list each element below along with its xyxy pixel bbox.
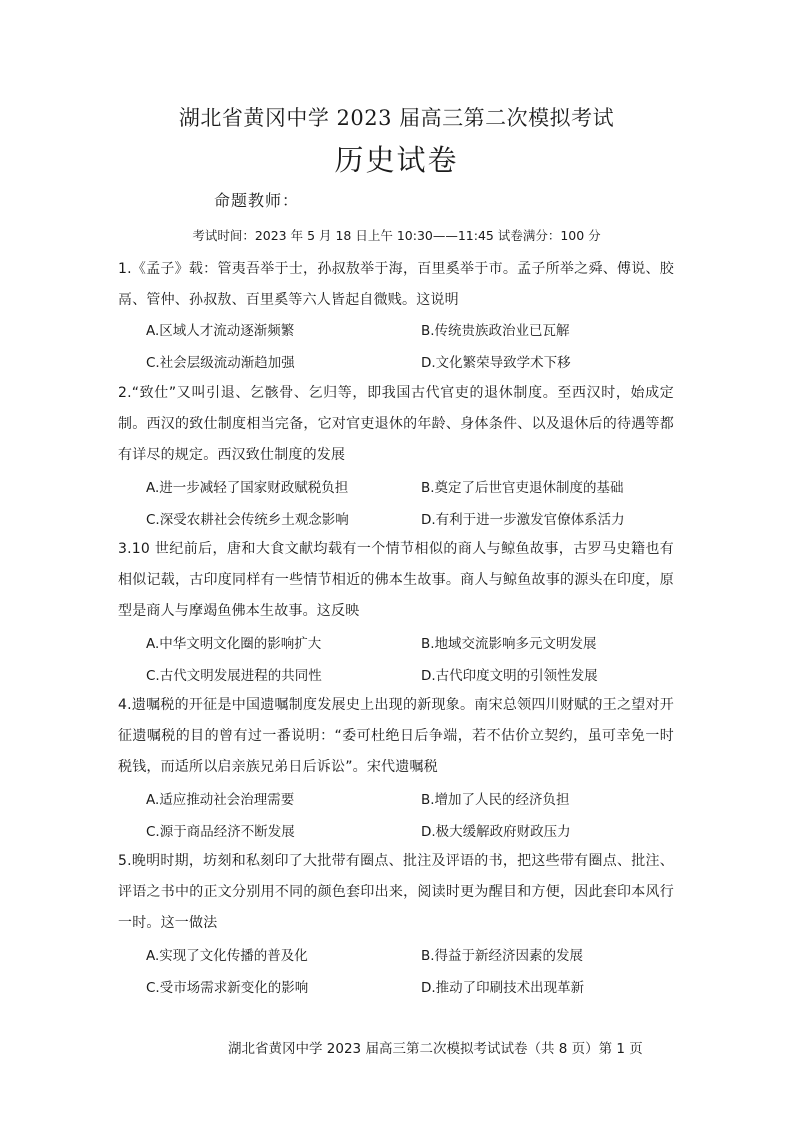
question-4-text: 4.遗嘱税的开征是中国遗嘱制度发展史上出现的新现象。南宋总领四川财赋的王之望对开征遗嘱税的目的曾有过一番说明：“委可杜绝日后争端，若不估价立契约，虽可幸免一时税钱，而适所以启亲族兄弟日后诉讼”。宋代遗嘱税 xyxy=(118,697,674,775)
page-footer: 湖北省黄冈中学 2023 届高三第二次模拟考试试卷（共 8 页）第 1 页 xyxy=(228,1041,643,1057)
question-1-text: 1.《孟子》载：管夷吾举于士，孙叔敖举于海，百里奚举于市。孟子所举之舜、傅说、胶鬲、管仲、孙叔敖、百里奚等六人皆起自微贱。这说明 xyxy=(118,261,674,308)
exam-title: 湖北省黄冈中学 2023 届高三第二次模拟考试 xyxy=(178,106,615,130)
question-1-option-d: D.文化繁荣导致学术下移 xyxy=(421,355,571,371)
question-5-option-a: A.实现了文化传播的普及化 xyxy=(146,948,308,964)
question-1-option-a: A.区域人才流动逐渐频繁 xyxy=(146,323,295,339)
exam-info: 考试时间：2023 年 5 月 18 日上午 10:30——11:45 试卷满分：100 分 xyxy=(192,228,601,243)
question-3-option-b: B.地域交流影响多元文明发展 xyxy=(421,636,597,652)
question-1-option-c: C.社会层级流动渐趋加强 xyxy=(146,355,295,371)
question-2-option-a: A.进一步减轻了国家财政赋税负担 xyxy=(146,480,349,496)
question-3-option-d: D.古代印度文明的引领性发展 xyxy=(421,668,598,684)
question-3-option-a: A.中华文明文化圈的影响扩大 xyxy=(146,636,322,652)
question-5-option-c: C.受市场需求新变化的影响 xyxy=(146,980,309,996)
question-1-option-b: B.传统贵族政治业已瓦解 xyxy=(421,323,570,339)
question-3-text: 3.10 世纪前后，唐和大食文献均载有一个情节相似的商人与鲸鱼故事，古罗马史籍也有相似记载，古印度同样有一些情节相近的佛本生故事。商人与鲸鱼故事的源头在印度，原型是商人与摩竭鱼佛本生故事。这反映 xyxy=(118,541,674,619)
question-4-option-b: B.增加了人民的经济负担 xyxy=(421,792,570,808)
question-2-option-c: C.深受农耕社会传统乡土观念影响 xyxy=(146,512,349,528)
question-5-text: 5.晚明时期，坊刻和私刻印了大批带有圈点、批注及评语的书，把这些带有圈点、批注、评语之书中的正文分别用不同的颜色套印出来，阅读时更为醒目和方便，因此套印本风行一时。这一做法 xyxy=(118,853,674,931)
question-5-option-d: D.推动了印刷技术出现革新 xyxy=(421,980,585,996)
question-2-text: 2.“致仕”又叫引退、乞骸骨、乞归等，即我国古代官吏的退休制度。至西汉时，始成定制。西汉的致仕制度相当完备，它对官吏退休的年龄、身体条件、以及退休后的待遇等都有详尽的规定。西汉致仕制度的发展 xyxy=(118,385,674,463)
question-2-option-b: B.奠定了后世官吏退休制度的基础 xyxy=(421,480,624,496)
question-4-option-a: A.适应推动社会治理需要 xyxy=(146,792,295,808)
question-3-option-c: C.古代文明发展进程的共同性 xyxy=(146,668,322,684)
question-4-option-c: C.源于商品经济不断发展 xyxy=(146,824,295,840)
question-2-option-d: D.有利于进一步激发官僚体系活力 xyxy=(421,512,625,528)
question-4-option-d: D.极大缓解政府财政压力 xyxy=(421,824,571,840)
question-5-option-b: B.得益于新经济因素的发展 xyxy=(421,948,584,964)
subject-title: 历史试卷 xyxy=(334,143,459,177)
author-label: 命题教师： xyxy=(214,191,300,210)
